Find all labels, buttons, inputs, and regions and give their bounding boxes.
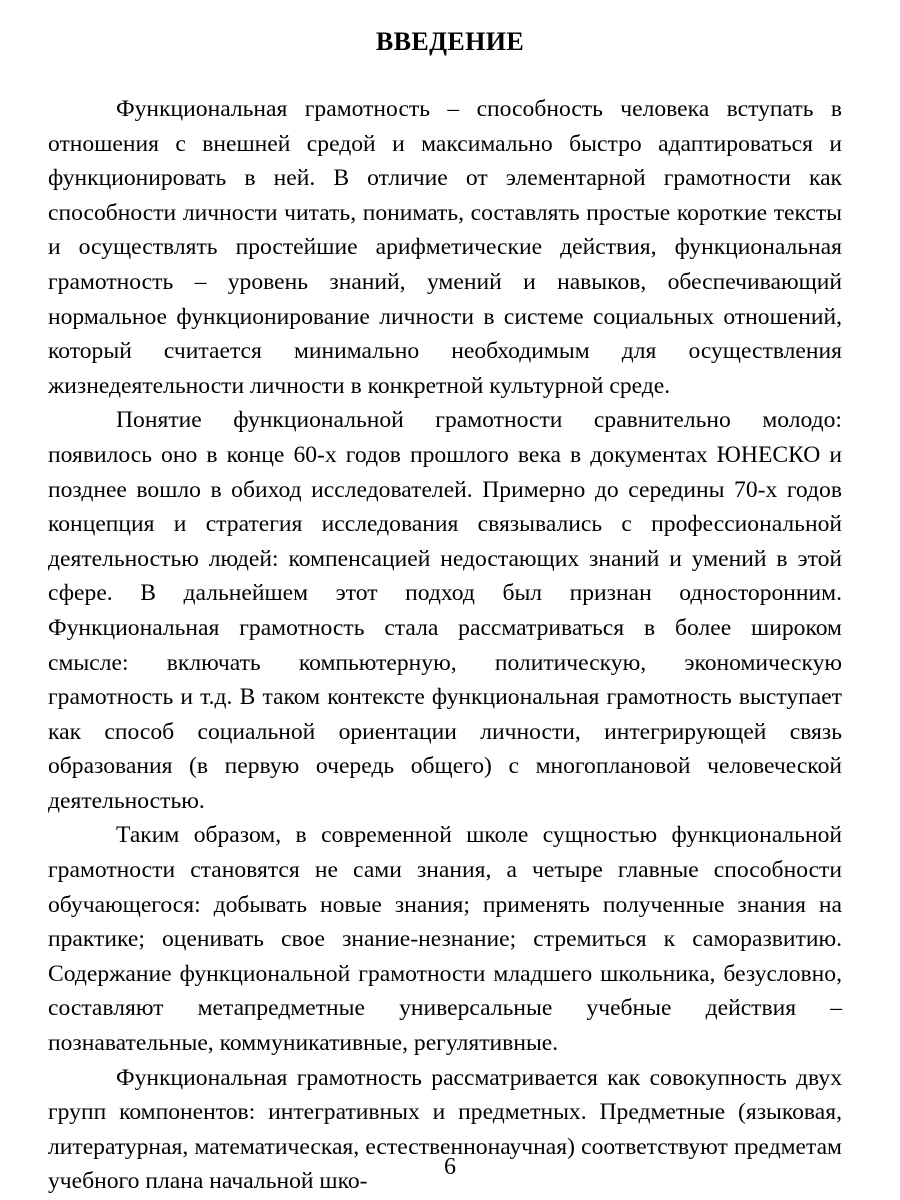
paragraph: Понятие функциональной грамотности сравнительно молодо: появилось оно в конце 60-х годов прошлого века в документах ЮНЕСКО и позднее вошло в обиход исследователей. Примерно до середины 70-х годов концепция и стратегия исследования связывались с профессиональной деятельностью людей: компенсацией недостающих знаний и умений в этой сфере. В дальнейшем этот подход был признан односторонним. Функциональная грамотность стала рассматриваться в более широком смысле: включать компьютерную, политическую, экономическую грамотность и т.д. В таком контексте функциональная грамотность выступает как способ социальной ориентации личности, интегрирующей связь образования (в первую очередь общего) с многоплановой человеческой деятельностью. — [48, 407, 842, 814]
paragraph: Таким образом, в современной школе сущностью функциональной грамотности становятся не сами знания, а четыре главные способности обучающегося: добывать новые знания; применять полученные знания на практике; оценивать свое знание-незнание; стремиться к саморазвитию. Содержание функциональной грамотности младшего школьника, безусловно, составляют метапредметные универсальные учебные действия – познавательные, коммуникативные, регулятивные. — [48, 822, 842, 1057]
body-text-column — [48, 92, 842, 1199]
paragraph: Функциональная грамотность – способность человека вступать в отношения с внешней средой и максимально быстро адаптироваться и функционировать в ней. В отличие от элементарной грамотности как способности личности читать, понимать, составлять простые короткие тексты и осуществлять простейшие арифметические действия, функциональная грамотность – уровень знаний, умений и навыков, обеспечивающий нормальное функционирование личности в системе социальных отношений, который считается минимально необходимым для осуществления жизнедеятельности личности в конкретной культурной среде. — [48, 96, 842, 399]
paragraph: Функциональная грамотность рассматривается как совокупность двух групп компонентов: интегративных и предметных. Предметные (языковая, литературная, математическая, естественнонаучная) соответствуют предметам учебного плана начальной шко- — [48, 1064, 842, 1195]
page-number: 6 — [444, 1154, 456, 1180]
page-title: ВВЕДЕНИЕ — [375, 27, 525, 57]
